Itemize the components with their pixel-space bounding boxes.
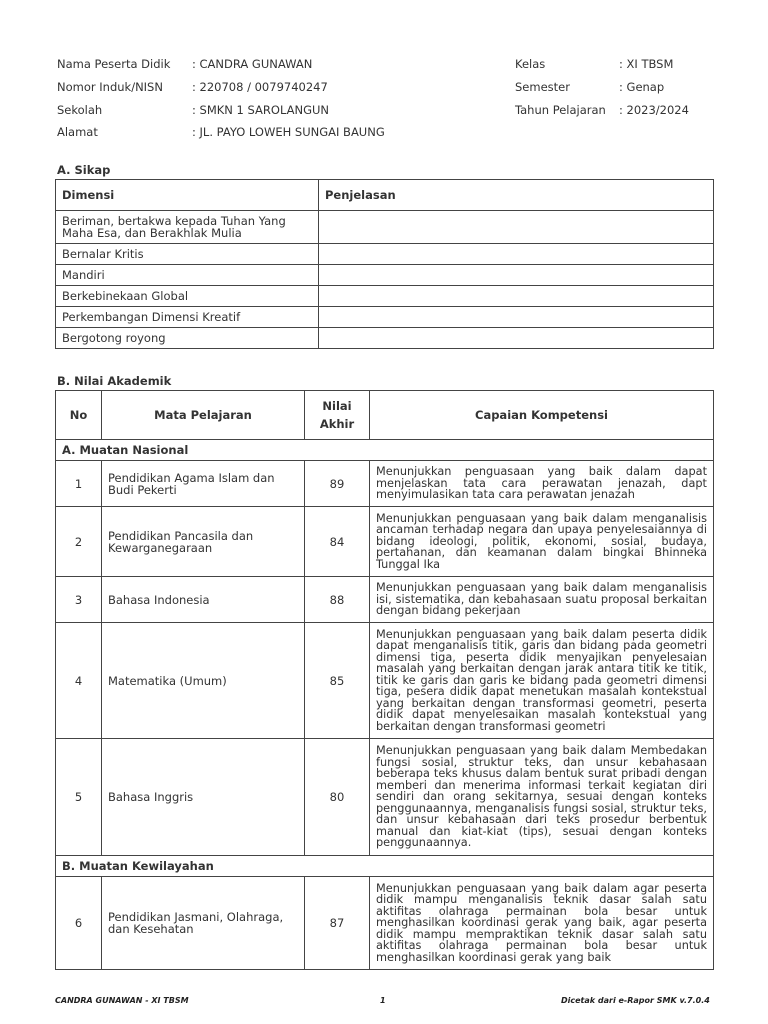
header-penjelasan: Penjelasan bbox=[319, 180, 714, 211]
label-tahun-pelajaran: Tahun Pelajaran bbox=[515, 103, 606, 117]
score-value: 85 bbox=[305, 623, 370, 739]
sikap-dimensi: Bergotong royong bbox=[56, 328, 319, 349]
competency-text: Menunjukkan penguasaan yang baik dalam agar peserta didik mampu menganalisis teknik dasar salah satu aktifitas olahraga permainan bola besar untuk menghasilkan koordinasi gerak yang baik, agar peserta didik mampu mempraktikan teknik dasar salah satu aktifitas olahraga permainan bola besar untuk menghasilkan koordinasi gerak yang baik bbox=[370, 877, 714, 970]
header-dimensi: Dimensi bbox=[56, 180, 319, 211]
sikap-row bbox=[56, 286, 714, 307]
akademik-table bbox=[55, 390, 714, 970]
sikap-penjelasan bbox=[319, 265, 714, 286]
score-value: 84 bbox=[305, 507, 370, 577]
section-title-akademik: B. Nilai Akademik bbox=[57, 374, 172, 388]
sikap-dimensi: Berkebinekaan Global bbox=[56, 286, 319, 307]
sikap-dimensi: Mandiri bbox=[56, 265, 319, 286]
table-row bbox=[56, 461, 714, 507]
score-value: 89 bbox=[305, 461, 370, 507]
sikap-row bbox=[56, 328, 714, 349]
competency-text: Menunjukkan penguasaan yang baik dalam Membedakan fungsi sosial, struktur teks, dan unsur kebahasaan beberapa teks khusus dalam bentuk surat pribadi dengan memberi dan menerima informasi terkait kegiatan diri sendiri dan orang sekitarnya, sesuai dengan konteks penggunaannya, menganalisis fungsi sosial, struktur teks, dan unsur kebahasaan dari teks prosedur berbentuk manual dan kiat-kiat (tips), sesuai dengan konteks penggunaannya. bbox=[370, 739, 714, 856]
sikap-penjelasan bbox=[319, 328, 714, 349]
score-value: 87 bbox=[305, 877, 370, 970]
header-nilai-akhir: Nilai Akhir bbox=[305, 391, 370, 440]
table-row bbox=[56, 739, 714, 856]
table-row bbox=[56, 507, 714, 577]
label-nisn: Nomor Induk/NISN bbox=[57, 80, 163, 94]
value-nama: : CANDRA GUNAWAN bbox=[192, 57, 313, 71]
label-alamat: Alamat bbox=[57, 125, 98, 139]
section-title-sikap: A. Sikap bbox=[57, 163, 111, 177]
header-capaian-kompetensi: Capaian Kompetensi bbox=[370, 391, 714, 440]
sikap-dimensi: Beriman, bertakwa kepada Tuhan Yang Maha Esa, dan Berakhlak Mulia bbox=[56, 211, 319, 244]
subject-name: Bahasa Inggris bbox=[102, 739, 305, 856]
sikap-penjelasan bbox=[319, 286, 714, 307]
subject-name: Pendidikan Jasmani, Olahraga, dan Kesehatan bbox=[102, 877, 305, 970]
subject-name: Matematika (Umum) bbox=[102, 623, 305, 739]
header-mata-pelajaran: Mata Pelajaran bbox=[102, 391, 305, 440]
sikap-row bbox=[56, 244, 714, 265]
sikap-penjelasan bbox=[319, 244, 714, 265]
value-tahun-pelajaran: : 2023/2024 bbox=[619, 103, 689, 117]
header-no: No bbox=[56, 391, 102, 440]
sikap-dimensi: Bernalar Kritis bbox=[56, 244, 319, 265]
competency-text: Menunjukkan penguasaan yang baik dalam peserta didik dapat menganalisis titik, garis dan bidang pada geometri dimensi tiga, peserta didik menyajikan penyelesaian masalah yang berkaitan dengan jarak antara titik ke titik, titik ke garis dan garis ke bidang pada geometri dimensi tiga, pesera didik dapat menetukan masalah kontekstual yang berkaitan dengan transformasi geometri, peserta didik dapat menyelesaikan masalah kontekstual yang berkaitan dengan transformasi geometri bbox=[370, 623, 714, 739]
subject-name: Pendidikan Agama Islam dan Budi Pekerti bbox=[102, 461, 305, 507]
subject-name: Bahasa Indonesia bbox=[102, 577, 305, 623]
value-sekolah: : SMKN 1 SAROLANGUN bbox=[192, 103, 330, 117]
sikap-dimensi: Perkembangan Dimensi Kreatif bbox=[56, 307, 319, 328]
label-semester: Semester bbox=[515, 80, 570, 94]
sikap-table bbox=[55, 179, 714, 349]
competency-text: Menunjukkan penguasaan yang baik dalam menganalisis isi, sistematika, dan kebahasaan suatu proposal berkaitan dengan bidang pekerjaan bbox=[370, 577, 714, 623]
akademik-header-row bbox=[56, 391, 714, 440]
label-nama: Nama Peserta Didik bbox=[57, 57, 171, 71]
group-label-nasional: A. Muatan Nasional bbox=[56, 440, 714, 461]
group-row-nasional bbox=[56, 440, 714, 461]
value-nisn: : 220708 / 0079740247 bbox=[192, 80, 328, 94]
footer-page-number: 1 bbox=[380, 996, 386, 1005]
row-number: 4 bbox=[56, 623, 102, 739]
row-number: 5 bbox=[56, 739, 102, 856]
competency-text: Menunjukkan penguasaan yang baik dalam menganalisis ancaman terhadap negara dan upaya penyelesaiannya di bidang ideologi, politik, ekonomi, sosial, budaya, pertahanan, dan keamanan dalam bingkai Bhinneka Tunggal Ika bbox=[370, 507, 714, 577]
value-semester: : Genap bbox=[619, 80, 665, 94]
table-row bbox=[56, 577, 714, 623]
row-number: 2 bbox=[56, 507, 102, 577]
value-alamat: : JL. PAYO LOWEH SUNGAI BAUNG bbox=[192, 125, 385, 139]
value-kelas: : XI TBSM bbox=[619, 57, 674, 71]
sikap-row bbox=[56, 307, 714, 328]
footer-student: CANDRA GUNAWAN - XI TBSM bbox=[55, 996, 189, 1005]
row-number: 3 bbox=[56, 577, 102, 623]
sikap-header-row bbox=[56, 180, 714, 211]
sikap-row bbox=[56, 211, 714, 244]
score-value: 80 bbox=[305, 739, 370, 856]
sikap-penjelasan bbox=[319, 307, 714, 328]
row-number: 1 bbox=[56, 461, 102, 507]
competency-text: Menunjukkan penguasaan yang baik dalam dapat menjelaskan tata cara perawatan jenazah, dapt menyimulasikan tata cara perawatan jenazah bbox=[370, 461, 714, 507]
subject-name: Pendidikan Pancasila dan Kewarganegaraan bbox=[102, 507, 305, 577]
label-kelas: Kelas bbox=[515, 57, 546, 71]
group-label-kewilayahan: B. Muatan Kewilayahan bbox=[56, 856, 714, 877]
score-value: 88 bbox=[305, 577, 370, 623]
row-number: 6 bbox=[56, 877, 102, 970]
sikap-penjelasan bbox=[319, 211, 714, 244]
table-row bbox=[56, 877, 714, 970]
footer-printed-by: Dicetak dari e-Rapor SMK v.7.0.4 bbox=[561, 996, 710, 1005]
sikap-row bbox=[56, 265, 714, 286]
table-row bbox=[56, 623, 714, 739]
group-row-kewilayahan bbox=[56, 856, 714, 877]
label-sekolah: Sekolah bbox=[57, 103, 103, 117]
